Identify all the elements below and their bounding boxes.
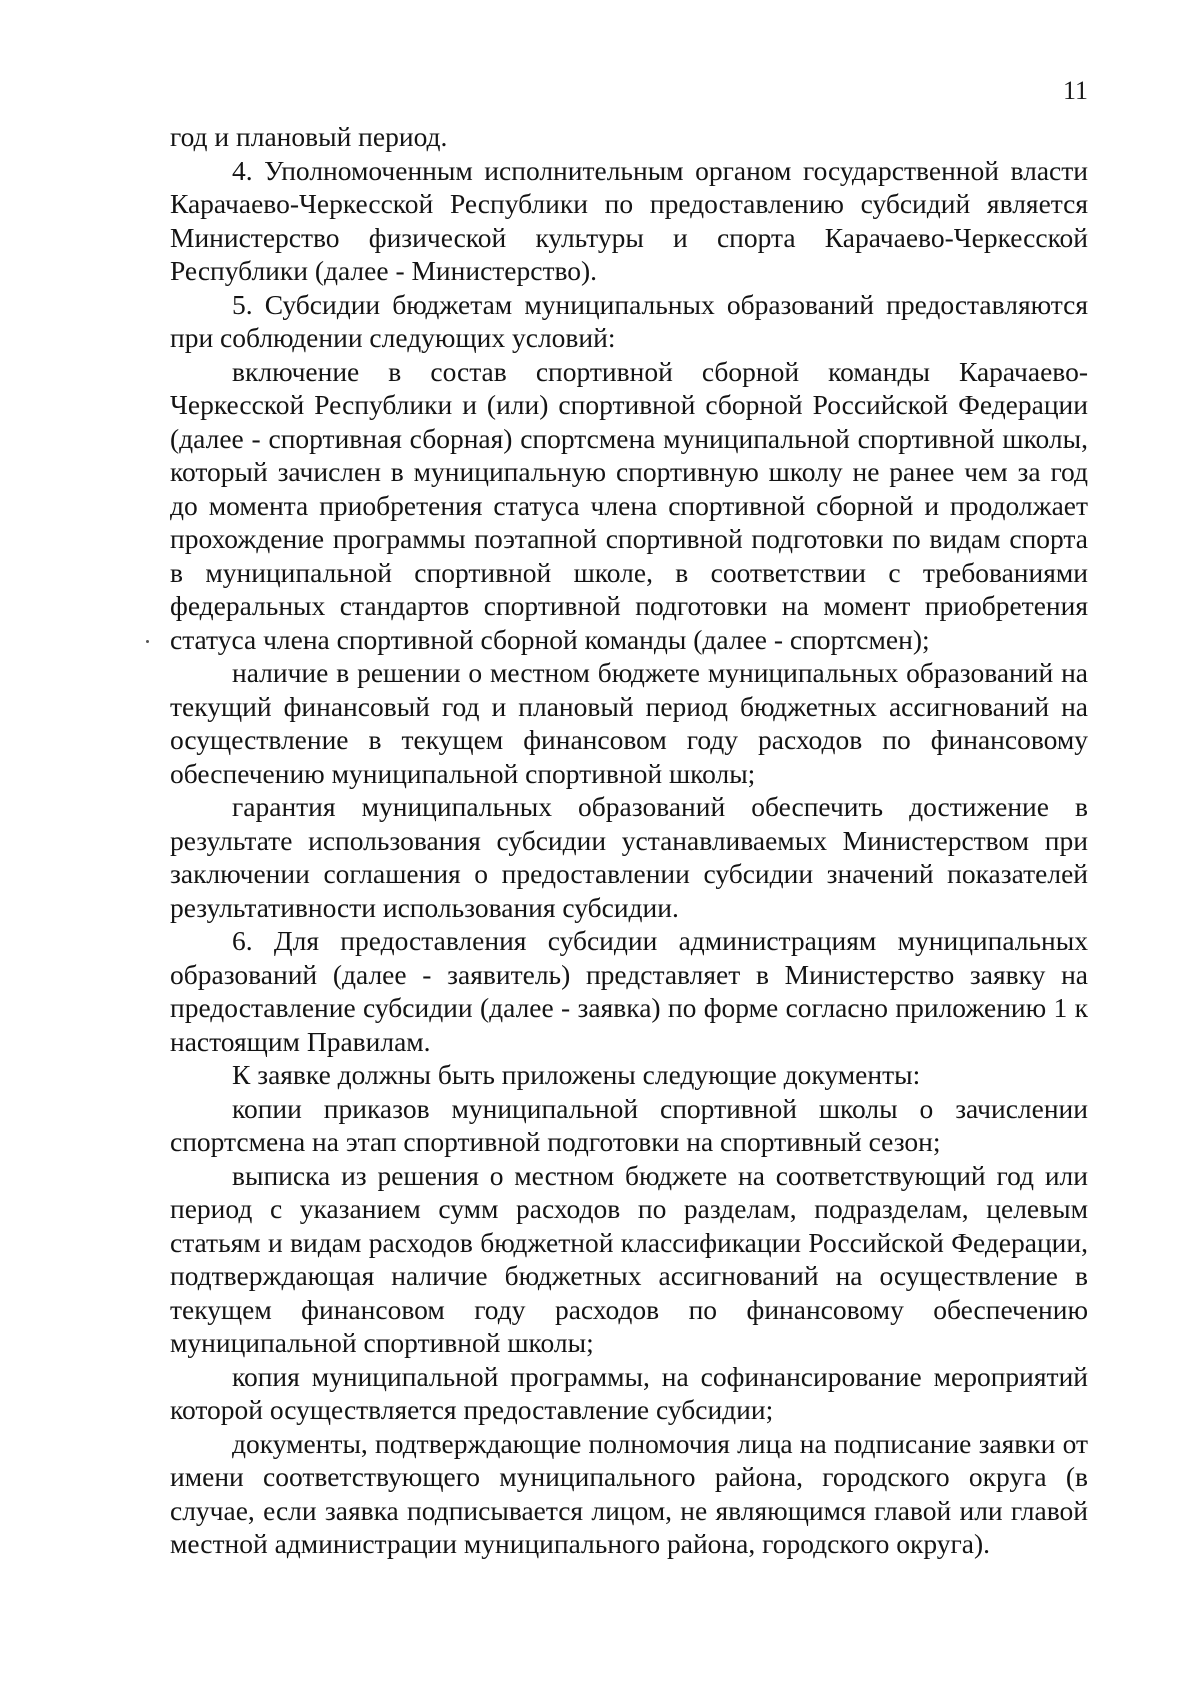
paragraph-item-4: 4. Уполномоченным исполнительным органом государственной власти Карачаево-Черкесской Республики по предоставлению субсидий является Министерство физической культуры и спорта Карачаево-Черкесской Республики (далее - Министерство). (170, 154, 1088, 286)
scan-speck (146, 640, 149, 643)
paragraph-condition-team: включение в состав спортивной сборной команды Карачаево-Черкесской Республики и (или) спортивной сборной Российской Федерации (далее - спортивная сборная) спортсмена муниципальной спортивной школы, который зачислен в муниципальную спортивную школу не ранее чем за год до момента приобретения статуса члена спортивной сборной и продолжает прохождение программы поэтапной спортивной подготовки по видам спорта в муниципальной спортивной школе, в соответствии с требованиями федеральных стандартов спортивной подготовки на момент приобретения статуса члена спортивной сборной команды (далее - спортсмен); (170, 355, 1088, 655)
paragraph-doc-program-copy: копия муниципальной программы, на софинансирование мероприятий которой осуществляется предоставление субсидии; (170, 1360, 1088, 1425)
paragraph-item-5: 5. Субсидии бюджетам муниципальных образований предоставляются при соблюдении следующих условий: (170, 288, 1088, 353)
paragraph-doc-budget-extract: выписка из решения о местном бюджете на соответствующий год или период с указанием сумм расходов по разделам, подразделам, целевым статьям и видам расходов бюджетной классификации Российской Федерации, подтверждающая наличие бюджетных ассигнований на осуществление в текущем финансовом году расходов по финансовому обеспечению муниципальной спортивной школы; (170, 1159, 1088, 1358)
paragraph-condition-guarantee: гарантия муниципальных образований обеспечить достижение в результате использования субсидии устанавливаемых Министерством при заключении соглашения о предоставлении субсидии значений показателей результативности использования субсидии. (170, 791, 1088, 923)
document-body (170, 120, 1088, 1561)
paragraph-documents-intro: К заявке должны быть приложены следующие документы: (232, 1059, 921, 1090)
paragraph-item-6: 6. Для предоставления субсидии администрациям муниципальных образований (далее - заявитель) представляет в Министерство заявку на предоставление субсидии (далее - заявка) по форме согласно приложению 1 к настоящим Правилам. (170, 925, 1088, 1057)
page-number: 11 (1062, 76, 1088, 105)
paragraph-continuation: год и плановый период. (170, 121, 448, 152)
paragraph-doc-orders: копии приказов муниципальной спортивной школы о зачислении спортсмена на этап спортивной подготовки на спортивный сезон; (170, 1092, 1088, 1157)
paragraph-condition-budget: наличие в решении о местном бюджете муниципальных образований на текущий финансовый год и плановый период бюджетных ассигнований на осуществление в текущем финансовом году расходов по финансовому обеспечению муниципальной спортивной школы; (170, 657, 1088, 789)
paragraph-doc-authority: документы, подтверждающие полномочия лица на подписание заявки от имени соответствующего муниципального района, городского округа (в случае, если заявка подписывается лицом, не являющимся главой или главой местной администрации муниципального района, городского округа). (170, 1427, 1088, 1559)
